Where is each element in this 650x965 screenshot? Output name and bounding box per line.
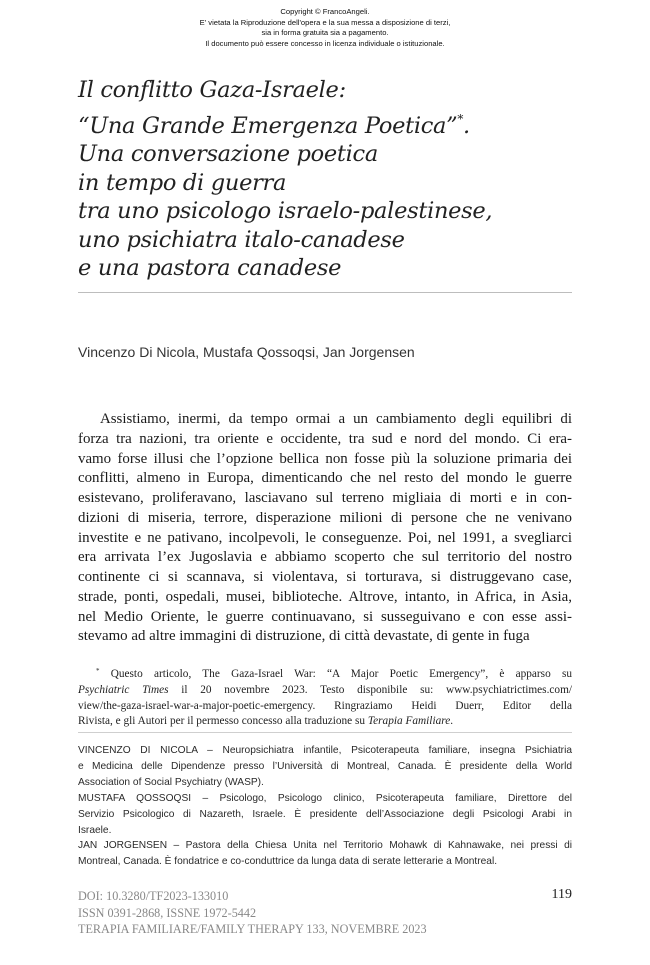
bio-line: Israele. xyxy=(78,824,112,836)
footnote-mark: * xyxy=(96,667,100,675)
bio-line: Servizio Psicologico di Nazareth, Israele. È presidente dell’Associazione degli Psicologi Arabi in xyxy=(78,808,572,820)
body-line: strade, ponti, ospedali, musei, biblioteche. Altrove, intanto, in Africa, in Asia, xyxy=(78,588,572,605)
bio-line: e Medicina delle Dipendenze presso l’Università di Montreal, Canada. È presidente della World xyxy=(78,760,572,772)
footnote-text: . xyxy=(450,715,454,728)
bio-line: VINCENZO DI NICOLA – Neuropsichiatra infantile, Psicoterapeuta familiare, insegna Psichiatria xyxy=(78,745,572,756)
body-line: Assistiamo, inermi, da tempo ormai a un cambiamento degli equilibri di xyxy=(100,411,572,427)
footnote-line xyxy=(78,664,572,683)
body-line: stevamo ad altre immagini di distruzione, di città devastate, di gente in fuga xyxy=(78,628,530,645)
footnote-line xyxy=(78,683,572,699)
footnote xyxy=(78,664,572,730)
page-number: 119 xyxy=(551,887,572,902)
bio-line: MUSTAFA QOSSOQSI – Psicologo, Psicologo clinico, Psicoterapeuta familiare, Direttore del xyxy=(78,792,572,804)
authors-line: Vincenzo Di Nicola, Mustafa Qossoqsi, Jan Jorgensen xyxy=(78,344,415,360)
body-line: investite e ne pativano, incolpevoli, le conseguenze. Poi, nel 1991, a svegliarci xyxy=(78,529,572,546)
doi-link[interactable]: DOI: 10.3280/TF2023-133010 xyxy=(78,889,229,903)
title-divider xyxy=(78,292,572,293)
title-line: Il conflitto Gaza-Israele: xyxy=(78,77,346,103)
title-line-text: “Una Grande Emergenza Poetica” xyxy=(78,112,458,139)
copyright-line: E' vietata la Riproduzione dell'opera e la sua messa a disposizione di terzi, xyxy=(199,17,451,27)
copyright-line: Il documento può essere concesso in licenza individuale o istituzionale. xyxy=(205,38,445,48)
copyright-line: sia in forma gratuita sia a pagamento. xyxy=(261,28,389,38)
title-period: . xyxy=(463,112,470,139)
body-line: nel Medio Oriente, le guerre continuavano, si susseguivano e con esse assi- xyxy=(78,608,572,625)
body-paragraph xyxy=(78,410,572,647)
title-line: e una pastora canadese xyxy=(78,255,342,281)
body-line: esistevano, proliferavano, lasciavano sul terreno migliaia di morti e in con- xyxy=(78,490,572,506)
body-line: vamo forse illusi che l’opzione bellica non fosse più la soluzione primaria dei xyxy=(78,450,572,467)
footnote-text: Questo articolo, The Gaza-Israel War: “A Major Poetic Emergency”, è apparso su xyxy=(110,668,572,680)
title-line: Una conversazione poetica xyxy=(78,141,378,167)
footnote-line: view/the-gaza-israel-war-a-major-poetic-emergency. Ringraziamo Heidi Duerr, Editor della xyxy=(78,699,572,712)
author-bios xyxy=(78,743,572,870)
issn-line: ISSN 0391-2868, ISSNE 1972-5442 xyxy=(78,905,257,920)
article-title xyxy=(78,76,578,283)
footnote-journal: Psychiatric Times xyxy=(78,683,169,696)
publication-info xyxy=(78,888,427,938)
body-line: continente ci si scannava, si violentava, si torturava, si distruggevano case, xyxy=(78,569,572,585)
footnote-text: il 20 novembre 2023. Testo disponibile su: www.psychiatrictimes.com/ xyxy=(168,683,572,696)
journal-issue-line: TERAPIA FAMILIARE/FAMILY THERAPY 133, NOVEMBRE 2023 xyxy=(78,922,427,936)
title-line: tra uno psicologo israelo-palestinese, xyxy=(78,198,493,224)
footnote-text: Rivista, e gli Autori per il permesso concesso alla traduzione su xyxy=(78,715,368,728)
title-line: uno psichiatra italo-canadese xyxy=(78,226,405,253)
footnote-journal: Terapia Familiare xyxy=(367,715,451,728)
footnote-line xyxy=(78,714,572,730)
body-line: era arrivata l’ex Jugoslavia e abbiamo scoperto che sul territorio del nostro xyxy=(78,549,572,566)
body-line: conflitti, almeno in Europa, dimenticando che nel resto del mondo le guerre xyxy=(78,470,572,487)
copyright-line: Copyright © FrancoAngeli. xyxy=(280,7,370,16)
footnote-divider xyxy=(78,732,572,733)
title-footnote-mark[interactable]: * xyxy=(457,111,464,126)
title-line xyxy=(78,105,578,141)
bio-line: JAN JORGENSEN – Pastora della Chiesa Unita nel Territorio Mohawk di Kahnawake, nei pressi di xyxy=(78,840,572,852)
body-line: forza tra nazioni, tra oriente e occidente, tra sud e nord del mondo. Ci era- xyxy=(78,430,572,447)
bio-line: Association of Social Psychiatry (WASP). xyxy=(78,776,264,788)
bio-line: Montreal, Canada. È fondatrice e co-conduttrice da lunga data di serate letterarie a Montreal. xyxy=(78,856,498,868)
body-line: dizioni di miseria, terrore, disperazione milioni di persone che ne venivano xyxy=(78,509,572,526)
copyright-notice xyxy=(0,7,650,49)
title-line: in tempo di guerra xyxy=(78,169,287,196)
